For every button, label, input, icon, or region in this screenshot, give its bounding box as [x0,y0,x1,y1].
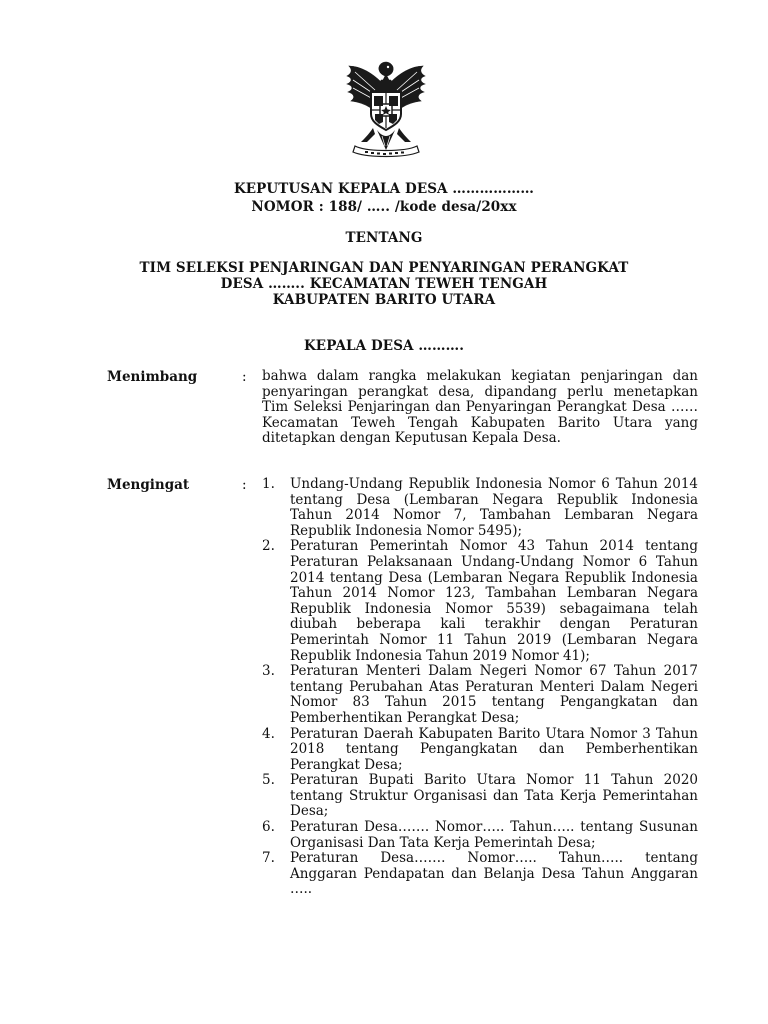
list-item-number: 3. [262,663,275,680]
list-item-number: 6. [262,819,275,836]
list-item [262,773,698,820]
list-item-text: Peraturan Desa……. Nomor….. Tahun….. tentang Susunan Organisasi Dan Tata Kerja Pemerintah Desa; [290,819,698,851]
subject-line-2: DESA …….. KECAMATAN TEWEH TENGAH [220,276,548,292]
decree-title: KEPUTUSAN KEPALA DESA ……………… [233,181,535,197]
mengingat-list [262,477,698,898]
list-item [262,820,698,851]
authority-heading: KEPALA DESA ………. [303,338,465,354]
menimbang-colon: : [242,369,247,385]
list-item-text: Peraturan Menteri Dalam Negeri Nomor 67 Tahun 2017 tentang Perubahan Atas Peraturan Menteri Dalam Negeri Nomor 83 Tahun 2015 tentang Pengangkatan dan Pemberhentikan Perangkat Desa; [290,663,698,726]
list-item-number: 2. [262,538,275,555]
list-item-text: Peraturan Desa……. Nomor….. Tahun….. tentang Anggaran Pendapatan dan Belanja Desa Tahun Anggaran ….. [290,850,698,898]
mengingat-colon: : [242,477,247,493]
list-item [262,664,698,726]
list-item-text: Undang-Undang Republik Indonesia Nomor 6 Tahun 2014 tentang Desa (Lembaran Negara Republik Indonesia Tahun 2014 Nomor 7, Tambahan Lembaran Negara Republik Indonesia Nomor 5495); [290,476,698,539]
list-item-text: Peraturan Daerah Kabupaten Barito Utara Nomor 3 Tahun 2018 tentang Pengangkatan dan Pemberhentikan Perangkat Desa; [290,725,698,773]
decree-number: NOMOR : 188/ ….. /kode desa/20xx [251,199,517,215]
tentang-heading: TENTANG [345,230,423,246]
list-item-text: Peraturan Bupati Barito Utara Nomor 11 Tahun 2020 tentang Struktur Organisasi dan Tata Kerja Pemerintahan Desa; [290,772,698,820]
list-item [262,727,698,774]
subject-line-3: KABUPATEN BARITO UTARA [272,292,496,308]
list-item [262,477,698,539]
list-item [262,539,698,664]
subject-line-1: TIM SELEKSI PENJARINGAN DAN PENYARINGAN PERANGKAT [139,260,629,276]
mengingat-label: Mengingat [107,477,190,493]
list-item-number: 7. [262,850,275,867]
list-item-number: 5. [262,772,275,789]
garuda-emblem-icon [341,56,431,164]
list-item-number: 1. [262,476,275,492]
menimbang-label: Menimbang [107,369,198,385]
list-item-number: 4. [262,725,275,742]
list-item-text: Peraturan Pemerintah Nomor 43 Tahun 2014 tentang Peraturan Pelaksanaan Undang-Undang Nomor 6 Tahun 2014 tentang Desa (Lembaran Negara Republik Indonesia Tahun 2014 Nomor 123, Tambahan Lembaran Negara Republik Indonesia Nomor 5539) sebagaimana telah diubah beberapa kali terakhir dengan Peraturan Pemerintah Nomor 11 Tahun 2019 (Lembaran Negara Republik Indonesia Tahun 2019 Nomor 41); [290,538,698,664]
menimbang-text: bahwa dalam rangka melakukan kegiatan penjaringan dan penyaringan perangkat desa, dipandang perlu menetapkan Tim Seleksi Penjaringan dan Penyaringan Perangkat Desa …… Kecamatan Teweh Tengah Kabupaten Barito Utara yang ditetapkan dengan Keputusan Kepala Desa. [262,368,698,447]
list-item [262,851,698,898]
